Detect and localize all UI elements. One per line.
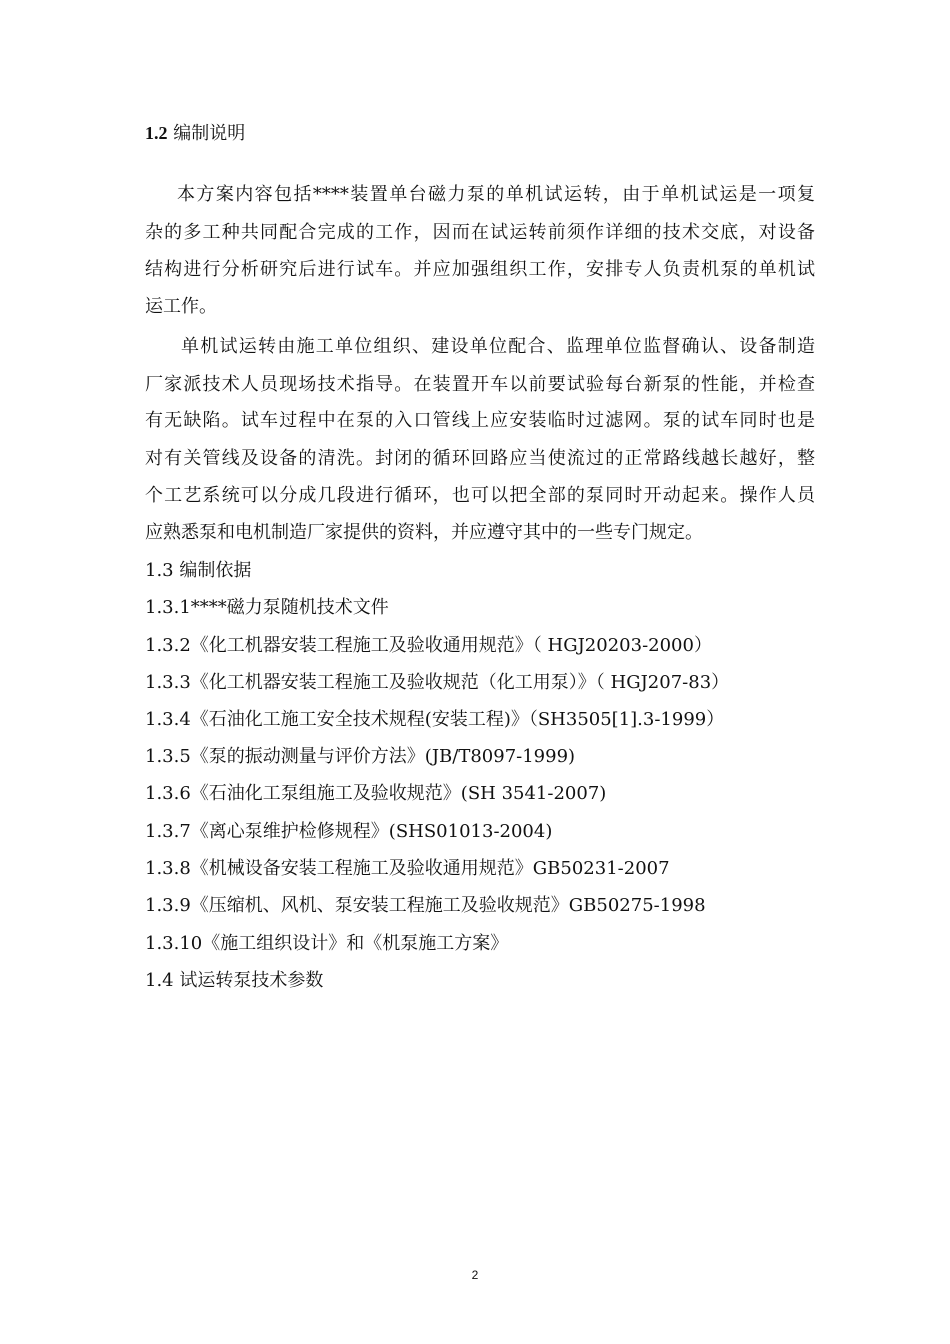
section-title: 编制说明 (167, 123, 246, 144)
reference-item: 1.3.1****磁力泵随机技术文件 (145, 597, 389, 618)
reference-item: 1.3.6《石油化工泵组施工及验收规范》(SH 3541-2007) (145, 783, 607, 804)
reference-item: 1.3.2《化工机器安装工程施工及验收通用规范》（ HGJ20203-2000） (145, 635, 712, 656)
section-number: 1.2 (145, 123, 168, 143)
section-heading-1-2 (145, 122, 815, 145)
reference-item: 1.3.9《压缩机、风机、泵安装工程施工及验收规范》GB50275-1998 (145, 895, 706, 916)
reference-item: 1.3.8《机械设备安装工程施工及验收通用规范》GB50231-2007 (145, 858, 670, 879)
paragraph-line: 对有关管线及设备的清洗。封闭的循环回路应当使流过的正常路线越长越好，整 (145, 448, 815, 469)
section-heading-1-3: 1.3 编制依据 (145, 560, 252, 581)
reference-item: 1.3.7《离心泵维护检修规程》(SHS01013-2004) (145, 821, 553, 842)
paragraph-line: 杂的多工种共同配合完成的工作，因而在试运转前须作详细的技术交底，对设备 (145, 222, 815, 243)
paragraph-line: 有无缺陷。试车过程中在泵的入口管线上应安装临时过滤网。泵的试车同时也是 (145, 410, 815, 431)
section-heading-1-4: 1.4 试运转泵技术参数 (145, 970, 324, 991)
reference-item: 1.3.10《施工组织设计》和《机泵施工方案》 (145, 933, 509, 954)
paragraph-line: 单机试运转由施工单位组织、建设单位配合、监理单位监督确认、设备制造 (181, 336, 815, 357)
reference-item: 1.3.5《泵的振动测量与评价方法》(JB/T8097-1999) (145, 746, 576, 767)
paragraph-line: 厂家派技术人员现场技术指导。在装置开车以前要试验每台新泵的性能，并检查 (145, 374, 815, 395)
paragraph-line: 结构进行分析研究后进行试车。并应加强组织工作，安排专人负责机泵的单机试 (145, 259, 815, 280)
reference-item: 1.3.4《石油化工施工安全技术规程(安装工程)》（SH3505[1].3-1999） (145, 709, 725, 730)
paragraph-line: 应熟悉泵和电机制造厂家提供的资料，并应遵守其中的一些专门规定。 (145, 522, 703, 543)
reference-item: 1.3.3《化工机器安装工程施工及验收规范（化工用泵）》（ HGJ207-83） (145, 672, 730, 693)
paragraph-line: 个工艺系统可以分成几段进行循环，也可以把全部的泵同时开动起来。操作人员 (145, 485, 815, 506)
page-number: 2 (471, 1268, 479, 1282)
paragraph-line: 运工作。 (145, 296, 217, 317)
paragraph-line: 本方案内容包括****装置单台磁力泵的单机试运转，由于单机试运是一项复 (177, 184, 815, 205)
